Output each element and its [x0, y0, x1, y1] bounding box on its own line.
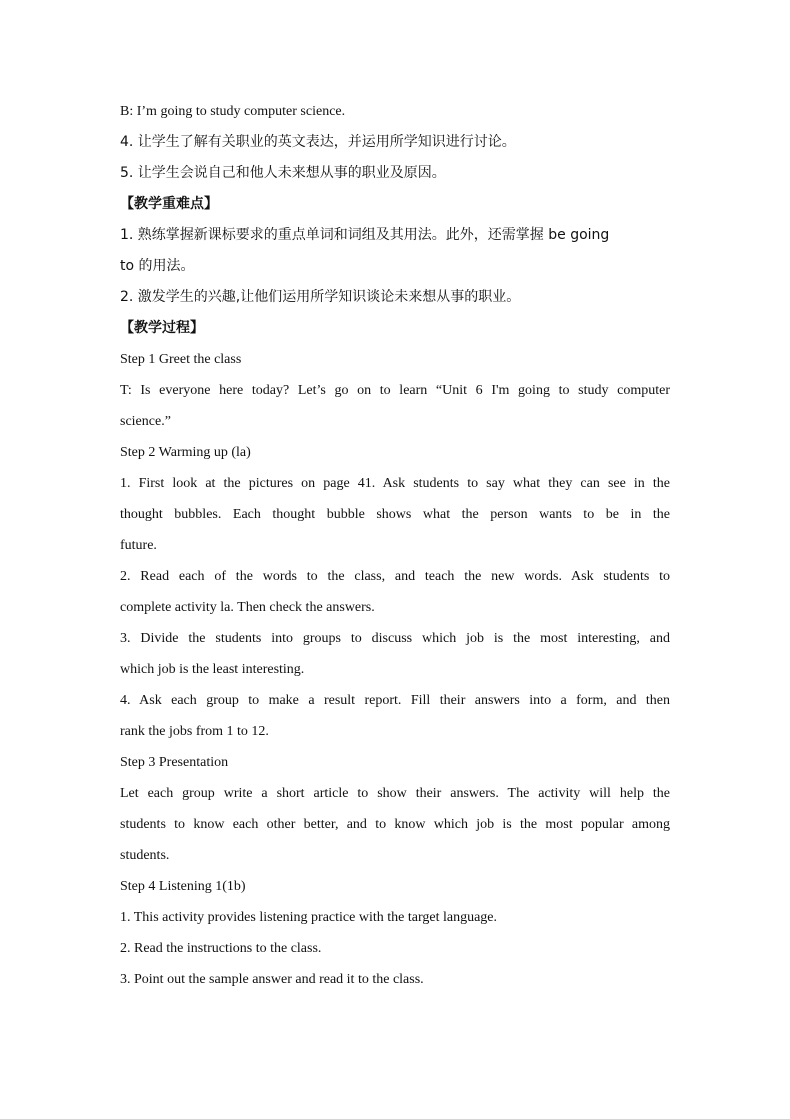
text-line-step-2-1a: 1. First look at the pictures on page 41. Ask students to say what they can see in the: [120, 476, 670, 491]
document-page: [120, 96, 670, 995]
text-line-step-2-4b: rank the jobs from 1 to 12.: [120, 724, 269, 739]
text-line-step-2-1c: future.: [120, 538, 157, 553]
text-line-step-3-b: students to know each other better, and to know which job is the most popular among: [120, 817, 670, 832]
text-line-step-1-b: science.”: [120, 414, 171, 429]
text-line-objective-4: 4. 让学生了解有关职业的英文表达，并运用所学知识进行讨论。: [120, 134, 516, 150]
text-line-step-4-2: 2. Read the instructions to the class.: [120, 941, 322, 956]
text-line-dialogue-b: B: I’m going to study computer science.: [120, 104, 346, 119]
text-line-key-point-1-cont: to 的用法。: [120, 258, 195, 274]
step-3-title: Step 3 Presentation: [120, 755, 229, 770]
text-line-step-2-1b: thought bubbles. Each thought bubble shows what the person wants to be in the: [120, 507, 670, 522]
step-2-title: Step 2 Warming up (la): [120, 445, 251, 460]
text-line-step-4-1: 1. This activity provides listening practice with the target language.: [120, 910, 497, 925]
text-line-key-point-2: 2. 激发学生的兴趣,让他们运用所学知识谈论未来想从事的职业。: [120, 289, 521, 305]
text-line-step-2-2b: complete activity la. Then check the answers.: [120, 600, 375, 615]
text-line-step-2-3b: which job is the least interesting.: [120, 662, 305, 677]
section-heading-process: 【教学过程】: [120, 320, 204, 336]
text-line-step-3-c: students.: [120, 848, 170, 863]
text-line-step-4-3: 3. Point out the sample answer and read it to the class.: [120, 972, 424, 987]
step-4-title: Step 4 Listening 1(1b): [120, 879, 246, 894]
text-line-step-2-3a: 3. Divide the students into groups to discuss which job is the most interesting, and: [120, 631, 670, 646]
text-line-step-2-2a: 2. Read each of the words to the class, and teach the new words. Ask students to: [120, 569, 670, 584]
text-line-step-2-4a: 4. Ask each group to make a result report. Fill their answers into a form, and then: [120, 693, 670, 708]
step-1-title: Step 1 Greet the class: [120, 352, 242, 367]
text-line-key-point-1: 1. 熟练掌握新课标要求的重点单词和词组及其用法。此外，还需掌握 be going: [120, 227, 610, 243]
section-heading-key-points: 【教学重难点】: [120, 196, 218, 212]
text-line-objective-5: 5. 让学生会说自己和他人未来想从事的职业及原因。: [120, 165, 446, 181]
text-line-step-3-a: Let each group write a short article to show their answers. The activity will help the: [120, 786, 670, 801]
text-line-step-1-a: T: Is everyone here today? Let’s go on to learn “Unit 6 I'm going to study computer: [120, 383, 670, 398]
